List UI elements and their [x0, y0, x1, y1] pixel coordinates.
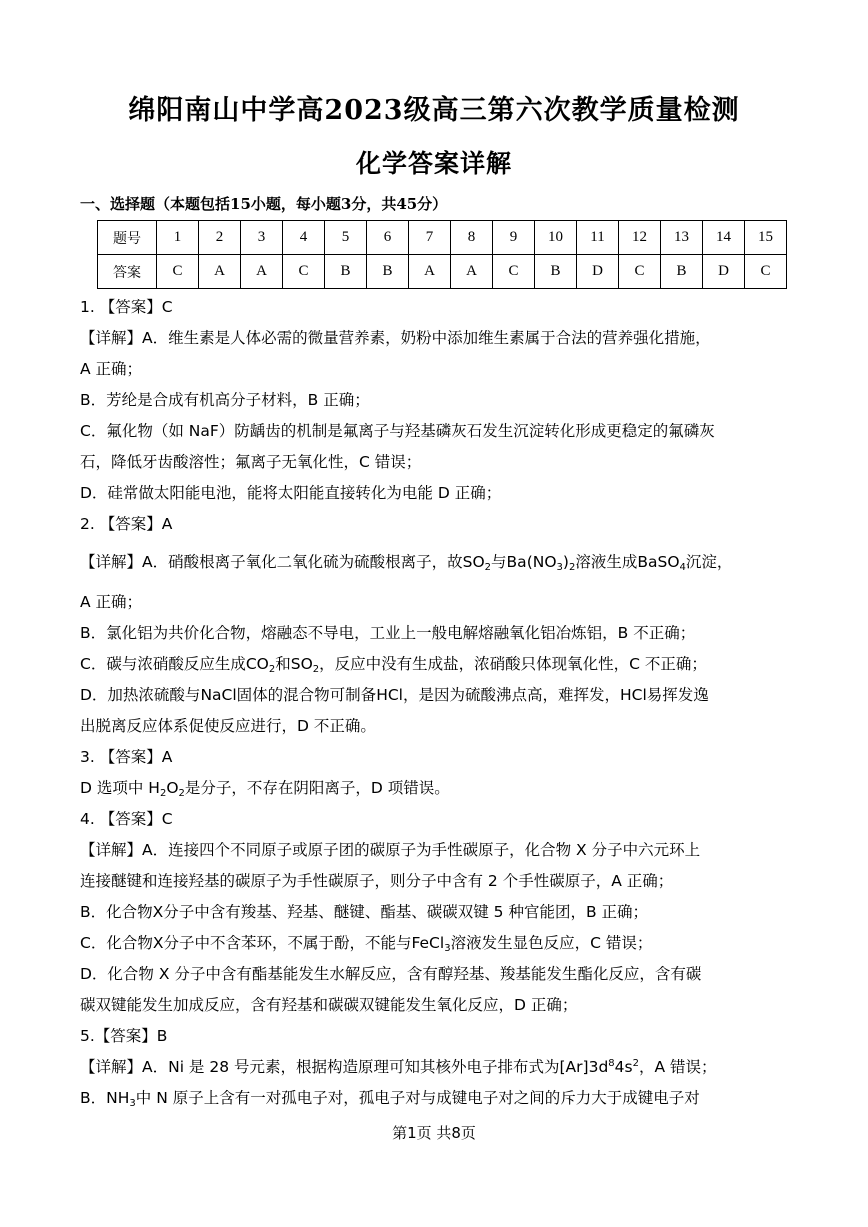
table-cell: C — [493, 255, 535, 289]
table-cell: 2 — [199, 221, 241, 255]
table-cell: C — [283, 255, 325, 289]
answer-line: 3. 【答案】A — [80, 748, 173, 766]
table-cell: 14 — [703, 221, 745, 255]
explanation-line: 石，降低牙齿酸溶性；氟离子无氧化性，C 错误； — [80, 453, 422, 471]
explanation-line — [80, 773, 792, 804]
answer-table — [97, 220, 787, 289]
text-run: 溶液发生显色反应，C 错误； — [450, 934, 653, 952]
formula-hcl: HCl — [620, 686, 647, 704]
text-run: 固体的混合物可制备 — [236, 686, 377, 704]
explanation-line: 连接醚键和连接羟基的碳原子为手性碳原子，则分子中含有 2 个手性碳原子，A 正确； — [80, 872, 674, 890]
explanation-line: D．硅常做太阳能电池，能将太阳能直接转化为电能 D 正确； — [80, 484, 502, 502]
text-run: C．化合物X分子中不含苯环，不属于酚，不能与 — [80, 934, 412, 952]
table-cell: 12 — [619, 221, 661, 255]
table-cell: D — [577, 255, 619, 289]
explanation-line — [80, 547, 792, 578]
text-run: 溶液生成 — [575, 553, 638, 571]
text-run: 【详解】A．Ni 是 28 号元素，根据构造原理可知其核外电子排布式为[Ar]3d — [80, 1058, 609, 1076]
explanation-line: B．芳纶是合成有机高分子材料，B 正确； — [80, 391, 370, 409]
text-run: ，反应中没有生成盐，浓硝酸只体现氧化性，C 不正确； — [319, 655, 707, 673]
answer-line: 1. 【答案】C — [80, 298, 173, 316]
text-run: 中 N 原子上含有一对孤电子对，孤电子对与成键电子对之间的斥力大于成键电子对 — [135, 1089, 700, 1107]
formula-fecl3: FeCl$_3$ — [411, 934, 451, 954]
text-run: C．碳与浓硝酸反应生成 — [80, 655, 246, 673]
explanation-line: 【详解】A．维生素是人体必需的微量营养素，奶粉中添加维生素属于合法的营养强化措施， — [80, 329, 711, 347]
formula-so2: $SO_2$ — [290, 655, 320, 675]
explanation-line: 出脱离反应体系促使反应进行，D 不正确。 — [80, 717, 376, 735]
text-run: 4s — [614, 1058, 633, 1076]
table-cell: A — [409, 255, 451, 289]
table-cell: 7 — [409, 221, 451, 255]
table-cell: 5 — [325, 221, 367, 255]
text-run: 沉淀， — [685, 553, 733, 571]
explanation-line — [80, 680, 792, 711]
table-cell: B — [325, 255, 367, 289]
text-run: D 选项中 H — [80, 779, 160, 797]
table-cell: C — [619, 255, 661, 289]
answer-explanations — [80, 292, 792, 1114]
text-run: 是分子，不存在阴阳离子，D 项错误。 — [184, 779, 450, 797]
document-title: 绵阳南山中学高2023级高三第六次教学质量检测 — [128, 95, 740, 126]
explanation-line: B．化合物X分子中含有羧基、羟基、醚键、酯基、碳碳双键 5 种官能团，B 正确； — [80, 903, 649, 921]
table-cell: 15 — [745, 221, 787, 255]
formula-hcl: HCl — [376, 686, 403, 704]
table-row-answers — [98, 255, 787, 289]
explanation-line: 【详解】A．连接四个不同原子或原子团的碳原子为手性碳原子，化合物 X 分子中六元环上 — [80, 841, 701, 859]
row-label-answer: 答案 — [98, 255, 157, 289]
table-cell: A — [241, 255, 283, 289]
row-label-number: 题号 — [98, 221, 157, 255]
subscript: 2 — [178, 788, 185, 799]
formula-nacl: NaCl — [200, 686, 237, 704]
table-cell: 6 — [367, 221, 409, 255]
explanation-line: A 正确； — [80, 593, 143, 611]
table-cell: 11 — [577, 221, 619, 255]
table-row-numbers — [98, 221, 787, 255]
table-cell: 13 — [661, 221, 703, 255]
text-run: D．加热浓硫酸与 — [80, 686, 201, 704]
page-footer: 第1页 共8页 — [392, 1124, 476, 1142]
answer-line: 4. 【答案】C — [80, 810, 173, 828]
table-cell: A — [199, 255, 241, 289]
table-cell: B — [367, 255, 409, 289]
explanation-line — [80, 928, 792, 959]
text-run: 和 — [275, 655, 291, 673]
formula-so2: $SO_2$ — [462, 553, 492, 573]
table-cell: 8 — [451, 221, 493, 255]
subscript: 3 — [129, 1098, 136, 1109]
text-run: 【详解】A．硝酸根离子氧化二氧化硫为硫酸根离子，故 — [80, 553, 463, 571]
table-cell: B — [661, 255, 703, 289]
formula-baso4: BaSO$_4$ — [637, 553, 686, 573]
table-cell: 10 — [535, 221, 577, 255]
formula-co2: $CO_2$ — [245, 655, 276, 675]
subscript: 2 — [159, 788, 167, 799]
table-cell: C — [157, 255, 199, 289]
table-cell: 4 — [283, 221, 325, 255]
answer-line: 5.【答案】B — [80, 1027, 168, 1045]
explanation-line: B．氯化铝为共价化合物，熔融态不导电，工业上一般电解熔融氧化铝冶炼铝，B 不正确； — [80, 624, 696, 642]
text-run: 与 — [491, 553, 507, 571]
explanation-line — [80, 649, 792, 680]
text-run: ，是因为硫酸沸点高，难挥发， — [402, 686, 620, 704]
formula-ba-no3-2: $Ba(NO_3)_2$ — [506, 553, 576, 573]
text-run: ，A 错误； — [638, 1058, 717, 1076]
table-cell: 3 — [241, 221, 283, 255]
answer-line: 2. 【答案】A — [80, 515, 173, 533]
table-cell: B — [535, 255, 577, 289]
table-cell: 1 — [157, 221, 199, 255]
table-cell: D — [703, 255, 745, 289]
table-cell: C — [745, 255, 787, 289]
document-subtitle: 化学答案详解 — [355, 149, 512, 178]
text-run: O — [166, 779, 179, 797]
explanation-line: A 正确； — [80, 360, 143, 378]
superscript: 2 — [632, 1058, 639, 1069]
explanation-line: D．化合物 X 分子中含有酯基能发生水解反应，含有醇羟基、羧基能发生酯化反应，含有碳 — [80, 965, 702, 983]
section-heading: 一、选择题（本题包括15小题，每小题3分，共45分） — [80, 195, 448, 213]
explanation-line — [80, 1052, 792, 1083]
explanation-line: C．氟化物（如 NaF）防龋齿的机制是氟离子与羟基磷灰石发生沉淀转化形成更稳定的氟磷灰 — [80, 422, 715, 440]
explanation-line: 碳双键能发生加成反应，含有羟基和碳碳双键能发生氧化反应，D 正确； — [80, 996, 578, 1014]
table-cell: A — [451, 255, 493, 289]
table-cell: 9 — [493, 221, 535, 255]
explanation-line — [80, 1083, 792, 1114]
text-run: 易挥发逸 — [646, 686, 709, 704]
text-run: B．NH — [80, 1089, 130, 1107]
superscript: 8 — [608, 1058, 615, 1069]
